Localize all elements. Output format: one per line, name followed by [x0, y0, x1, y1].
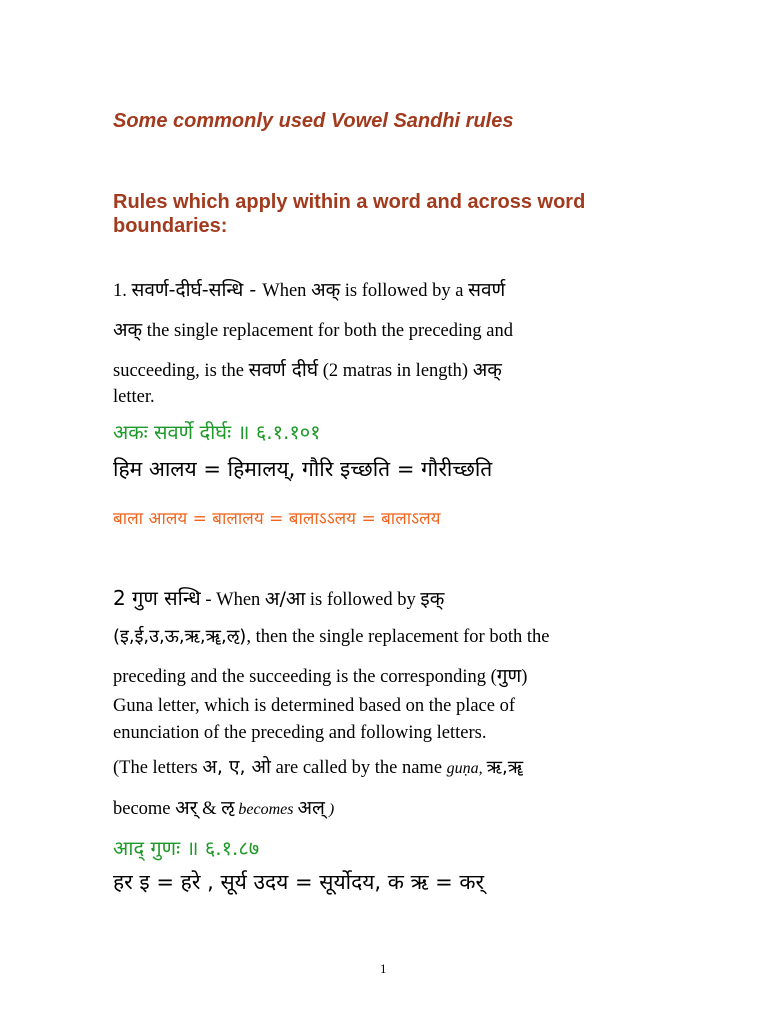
rule2-example: हर इ = हरे , सूर्य उदय = सूर्योदय, क ऋ = कर्	[113, 870, 485, 894]
rule2-term: इक्	[420, 588, 445, 610]
rule2-term: ऌ	[221, 797, 235, 819]
rule1-text: (2 matras in length)	[318, 361, 473, 381]
rule2-name: 2 गुण सन्धि	[113, 586, 201, 610]
rule2-text: &	[197, 799, 222, 819]
rule2-text: become	[113, 799, 176, 819]
rule2-term: गुण	[496, 665, 522, 687]
rule1-term: अक्	[311, 279, 341, 301]
page-number: 1	[380, 961, 387, 976]
rule2-line-1	[113, 584, 444, 611]
rule1-line-1	[113, 276, 505, 302]
rule1-example: हिम आलय = हिमालय्, गौरि इच्छति = गौरीच्छति	[113, 457, 493, 481]
rule1-term: सवर्ण दीर्घ	[248, 359, 319, 381]
rule2-term: अ, ए, ओ	[202, 756, 271, 778]
rule1-text: is followed by a	[340, 281, 469, 301]
rule2-vowel-list: (इ,ई,उ,ऊ,ऋ,ॠ,ऌ)	[113, 626, 247, 647]
rule1-line-2	[113, 316, 513, 342]
rule2-line-5: enunciation of the preceding and following letters.	[113, 723, 487, 743]
rule2-text: are called by the name	[271, 758, 447, 778]
rule2-text: - When	[200, 590, 265, 610]
rule2-line-2	[113, 624, 549, 648]
rule2-italic: guṇa,	[446, 760, 487, 777]
rule1-text: succeeding, is the	[113, 361, 249, 381]
rule1-term: अक्	[113, 319, 143, 341]
rule1-line-3	[113, 356, 502, 382]
rule1-example-orange: बाला आलय = बालालय = बालाऽऽलय = बालाऽलय	[113, 509, 441, 529]
rule1-term: अक्	[472, 359, 502, 381]
rule2-line-4: Guna letter, which is determined based on the place of	[113, 696, 516, 716]
rule1-sutra: अकः सवर्णे दीर्घः ॥ ६.१.१०१	[113, 420, 321, 444]
rule2-text: (The letters	[113, 758, 203, 778]
rule2-sutra: आद् गुणः ॥ ६.१.८७	[113, 836, 260, 860]
rule2-term: अर्	[175, 797, 198, 819]
rule2-line-3	[113, 662, 527, 688]
page-title: Some commonly used Vowel Sandhi rules	[113, 110, 514, 132]
rule2-text: )	[521, 667, 528, 687]
rule2-term: अ/आ	[264, 588, 306, 610]
rule1-line-4: letter.	[113, 387, 155, 407]
rule2-term: अल्	[297, 797, 325, 819]
rule1-term: सवर्ण	[468, 279, 506, 301]
rule2-text: , then the single replacement for both the	[246, 627, 550, 647]
rule1-name: सवर्ण-दीर्घ-सन्धि -	[131, 279, 263, 301]
rule2-line-6	[113, 753, 523, 779]
rule2-text: is followed by	[305, 590, 421, 610]
rule1-text: the single replacement for both the preceding and	[142, 321, 513, 341]
rule2-text: preceding and the succeeding is the corresponding (	[113, 667, 497, 687]
rule2-term: ऋ,ॠ	[486, 757, 524, 778]
rule2-line-7	[113, 794, 334, 820]
rule2-italic: )	[324, 801, 335, 818]
rule2-italic: becomes	[234, 801, 298, 818]
subheading-line-1: Rules which apply within a word and across word	[113, 191, 586, 213]
subheading-line-2: boundaries:	[113, 215, 228, 237]
rule1-text: When	[262, 281, 312, 301]
rule1-number: 1.	[113, 281, 132, 301]
